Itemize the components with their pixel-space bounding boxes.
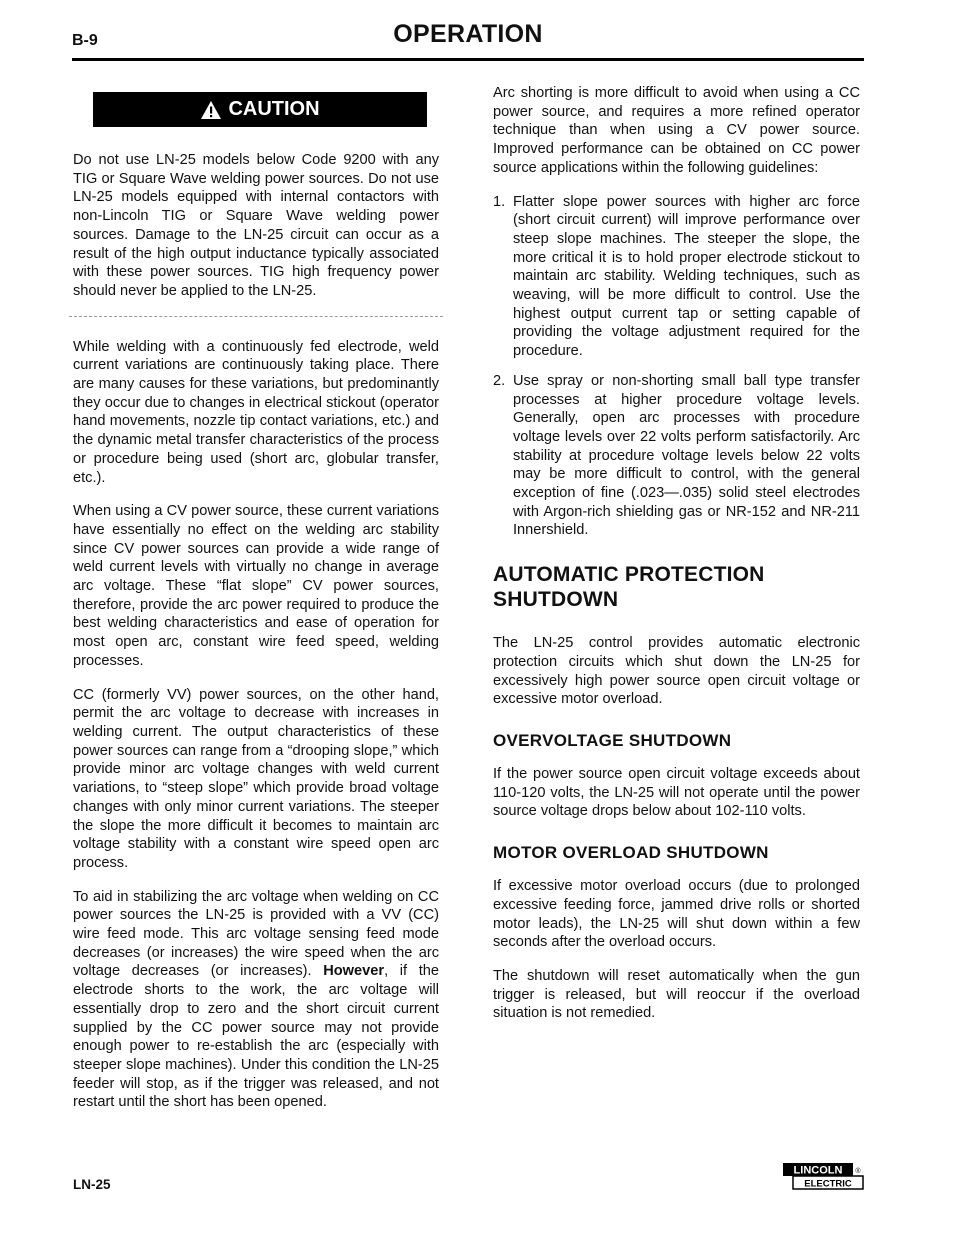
heading-automatic-protection: AUTOMATIC PROTECTION SHUTDOWN	[493, 563, 765, 612]
paragraph-arc-shorting: Arc shorting is more difficult to avoid when using a CC power source, and requires a more refined operator technique than when using a CV power source. Improved performance can be obtained on CC power source applications within the following guidelines:	[493, 85, 860, 176]
warning-icon	[200, 100, 222, 120]
page-number: B-9	[72, 32, 98, 49]
svg-text:LINCOLN: LINCOLN	[793, 1164, 843, 1177]
lincoln-electric-logo	[782, 1162, 864, 1190]
paragraph-cc-power-source: CC (formerly VV) power sources, on the other hand, permit the arc voltage to decrease with increases in welding current. The output characteristics of these power sources can range from a “drooping slope,” which provide minor arc voltage changes with weld current variations, to “steep slope” which provide broad voltage changes with only minor current variations. The steeper the slope the more difficult it becomes to maintain arc voltage stability with a constant wire speed open arc process.	[73, 686, 439, 871]
list-item: 1. Flatter slope power sources with higher arc force (short circuit current) will improve performance over steep slope machines. The steeper the slope, the more critical it is to hold proper electrode stickout to maintain arc stability. Welding techniques, such as weaving, will be more difficult to control. Use the highest output current tap or setting capable of providing the voltage adjustment required for the procedure.	[493, 193, 860, 360]
guidelines-list	[493, 193, 860, 541]
right-column	[493, 84, 860, 1038]
caution-label: CAUTION	[228, 98, 320, 121]
page-header	[72, 18, 864, 61]
caution-paragraph: Do not use LN-25 models below Code 9200 with any TIG or Square Wave welding power sources. Do not use LN-25 models equipped with internal contactors with non-Lincoln TIG or Square Wave welding power sources. Damage to the LN-25 circuit can occur as a result of the high output inductance typically associated with these power sources. TIG high frequency power should never be applied to the LN-25.	[73, 152, 439, 299]
paragraph-overvoltage: If the power source open circuit voltage exceeds about 110-120 volts, the LN-25 will not operate until the power source voltage drops below about 102-110 volts.	[493, 765, 860, 820]
footer-model: LN-25	[73, 1177, 111, 1192]
section-title: OPERATION	[393, 20, 543, 48]
dashed-divider	[69, 316, 443, 317]
left-column	[73, 92, 439, 1127]
heading-overvoltage: OVERVOLTAGE SHUTDOWN	[493, 730, 732, 750]
paragraph-automatic-protection: The LN-25 control provides automatic electronic protection circuits which shut down the LN-25 for excessively high power source open circuit voltage or excessive motor overload.	[493, 635, 860, 708]
svg-text:®: ®	[855, 1168, 861, 1175]
list-item: 2. Use spray or non-shorting small ball type transfer processes at higher procedure voltage levels. Generally, open arc processes with procedure voltage levels over 22 volts perform satisfactorily. Arc stability at procedure voltage levels below 22 volts may be more difficult to control, with the general exception of fine (.023—.035) solid steel electrodes with Argon-rich shielding gas or NR-152 and NR-211 Innershield.	[493, 372, 860, 539]
paragraph-motor-overload: If excessive motor overload occurs (due to prolonged excessive feeding force, jammed drive rolls or shorted motor leads), the LN-25 will shut down within a few seconds after the overload occurs.	[493, 878, 860, 951]
paragraph-arc-stabilizing: To aid in stabilizing the arc voltage when welding on CC power sources the LN-25 is provided with a VV (CC) wire feed mode. This arc voltage sensing feed mode decreases (or increases) the wire speed when the arc voltage decreases (or increases). However, if the electrode shorts to the work, the arc voltage will essentially drop to zero and the short circuit current supplied by the CC power source may not provide enough power to re-establish the arc (especially with steeper slope machines). Under this condition the LN-25 feeder will stop, as if the trigger was released, and not restart until the short has been opened.	[73, 888, 440, 1111]
paragraph-cv-power-source: When using a CV power source, these current variations have essentially no effect on the welding arc stability since CV power sources can provide a wide range of weld current levels with virtually no change in average arc voltage. These “flat slope” CV power sources, therefore, provide the arc power required to produce the best welding characteristics and ease of operation for most open arc, constant wire feed speed, welding processes.	[73, 503, 439, 669]
paragraph-current-variations: While welding with a continuously fed electrode, weld current variations are continuously taking place. There are many causes for these variations, but predominantly they occur due to changes in electrical stickout (operator hand movements, nozzle tip contact variations, etc.) and the dynamic metal transfer characteristics of the process or procedure being used (short arc, globular transfer, etc.).	[73, 338, 439, 486]
heading-motor-overload: MOTOR OVERLOAD SHUTDOWN	[493, 843, 769, 863]
paragraph-shutdown-reset: The shutdown will reset automatically when the gun trigger is released, but will reoccur if the overload situation is not remedied.	[493, 967, 860, 1022]
svg-text:ELECTRIC: ELECTRIC	[804, 1178, 852, 1190]
caution-banner	[93, 92, 427, 127]
